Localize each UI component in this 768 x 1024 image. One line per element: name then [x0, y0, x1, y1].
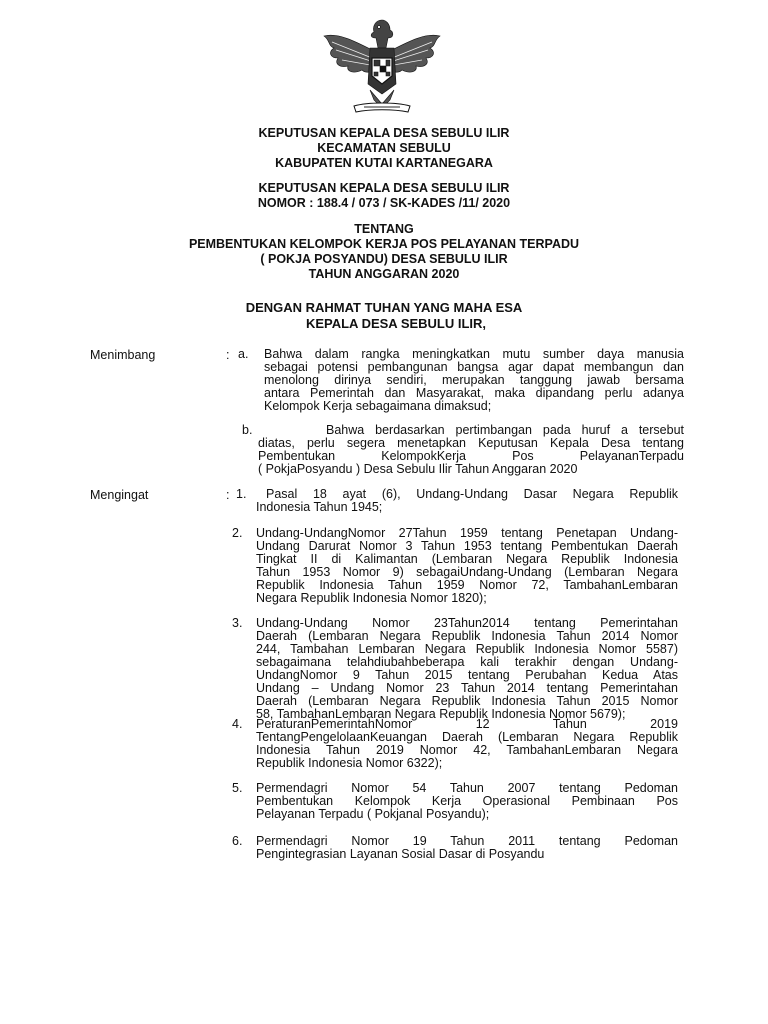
item-text [256, 782, 678, 821]
text-line: Undang-Undang Nomor 23Tahun2014 tentang Pemerintahan [256, 616, 678, 630]
item-marker: 3. [232, 616, 243, 630]
text-line: Republik Indonesia Tahun 1959 Nomor 72, TambahanLembaran [256, 578, 678, 592]
text-line: Daerah (Lembaran Negara Republik Indonesia Tahun 2014 Nomor [256, 629, 678, 643]
text-line: Permendagri Nomor 19 Tahun 2011 tentang Pedoman [256, 834, 678, 848]
item-text [258, 424, 684, 476]
text-line: Pembentukan Kelompok Kerja Operasional Pembinaan Pos [256, 794, 678, 808]
header-line: ( POKJA POSYANDU) DESA SEBULU ILIR [260, 252, 508, 266]
text-line: Indonesia Tahun 2019 Nomor 42, TambahanLembaran Negara [256, 743, 678, 757]
text-line: sebagai potensi pembangunan bangsa agar dapat membangun dan [264, 360, 684, 374]
text-line: Undang Darurat Nomor 3 Tahun 1953 tentang Pembentukan Daerah [256, 539, 678, 553]
header-line: KEPALA DESA SEBULU ILIR, [305, 316, 487, 331]
text-line: sebagaimana telahdiubahbeberapa kali terakhir dengan Undang- [256, 655, 678, 669]
item-text [256, 617, 678, 721]
text-line: PeraturanPemerintahNomor 12 Tahun 2019 [256, 717, 678, 731]
text-line: Undang – Undang Nomor 23 Tahun 2014 tentang Pemerintahan [256, 681, 678, 695]
text-line: Kelompok Kerja sebagaimana dimaksud; [264, 399, 492, 413]
mengingat-label: Mengingat [90, 488, 149, 502]
item-text [264, 348, 684, 413]
text-line: Negara Republik Indonesia Nomor 1820); [256, 591, 487, 605]
item-marker: b. [242, 423, 253, 437]
text-line: 58, TambahanLembaran Negara Republik Indonesia Nomor 5679); [256, 707, 626, 721]
item-marker: 1. [236, 487, 247, 501]
item-text [256, 835, 678, 861]
text-line: Tingkat II di Kalimantan (Lembaran Negara Republik Indonesia [256, 552, 678, 566]
header-line: KABUPATEN KUTAI KARTANEGARA [275, 156, 493, 170]
item-marker: 5. [232, 781, 243, 795]
menimbang-colon: : [226, 348, 230, 362]
text-line: Pengintegrasian Layanan Sosial Dasar di Posyandu [256, 847, 545, 861]
item-text [256, 488, 678, 514]
header-line: PEMBENTUKAN KELOMPOK KERJA POS PELAYANAN TERPADU [188, 237, 580, 251]
mengingat-colon: : [226, 488, 230, 502]
header-decree-number [0, 181, 768, 211]
item-text [256, 527, 678, 605]
text-line: Tahun 1953 Nomor 9) sebagaiUndang-Undang (Lembaran Negara [256, 565, 678, 579]
text-line: Pasal 18 ayat (6), Undang-Undang Dasar Negara Republik [266, 487, 678, 501]
text-line: menolong dirinya sendiri, merupakan tanggung jawab bersama [264, 373, 684, 387]
menimbang-label: Menimbang [90, 348, 156, 362]
garuda-emblem-icon [320, 14, 444, 118]
header-line: TAHUN ANGGARAN 2020 [308, 267, 460, 281]
item-text [256, 718, 678, 770]
text-line: Bahwa berdasarkan pertimbangan pada huruf a tersebut [326, 423, 684, 437]
text-line: 244, Tambahan Lembaran Negara Republik Indonesia Nomor 5587) [256, 642, 678, 656]
item-marker: a. [238, 347, 249, 361]
header-line: KECAMATAN SEBULU [317, 141, 451, 155]
header-line: TENTANG [354, 222, 414, 236]
text-line: Bahwa dalam rangka meningkatkan mutu sumber daya manusia [264, 347, 684, 361]
text-line: Pelayanan Terpadu ( Pokjanal Posyandu); [256, 807, 490, 821]
text-line: TentangPengelolaanKeuangan Daerah (Lembaran Negara Republik [256, 730, 678, 744]
header-line: DENGAN RAHMAT TUHAN YANG MAHA ESA [245, 300, 523, 315]
text-line: diatas, perlu segera menetapkan Keputusan Kepala Desa tentang [258, 436, 684, 450]
header-institution [0, 126, 768, 171]
item-marker: 2. [232, 526, 243, 540]
text-line: Undang-UndangNomor 27Tahun 1959 tentang Penetapan Undang- [256, 526, 678, 540]
text-line: Daerah (Lembaran Negara Republik Indonesia Tahun 2015 Nomor [256, 694, 678, 708]
item-marker: 6. [232, 834, 243, 848]
text-line: Indonesia Tahun 1945; [256, 500, 383, 514]
text-line: Republik Indonesia Nomor 6322); [256, 756, 443, 770]
header-line: NOMOR : 188.4 / 073 / SK-KADES /11/ 2020 [257, 196, 511, 210]
text-line: Permendagri Nomor 54 Tahun 2007 tentang Pedoman [256, 781, 678, 795]
text-line: Pembentukan KelompokKerja Pos PelayananTerpadu [258, 449, 684, 463]
header-line: KEPUTUSAN KEPALA DESA SEBULU ILIR [258, 126, 510, 140]
item-marker: 4. [232, 717, 243, 731]
header-subject [0, 222, 768, 282]
text-line: UndangNomor 9 Tahun 2015 tentang Perubahan Kedua Atas [256, 668, 678, 682]
header-invocation [0, 300, 768, 332]
text-line: ( PokjaPosyandu ) Desa Sebulu Ilir Tahun Anggaran 2020 [258, 462, 578, 476]
text-line: antara Pemerintah dan Masyarakat, maka dipandang perlu adanya [264, 386, 684, 400]
header-line: KEPUTUSAN KEPALA DESA SEBULU ILIR [258, 181, 510, 195]
